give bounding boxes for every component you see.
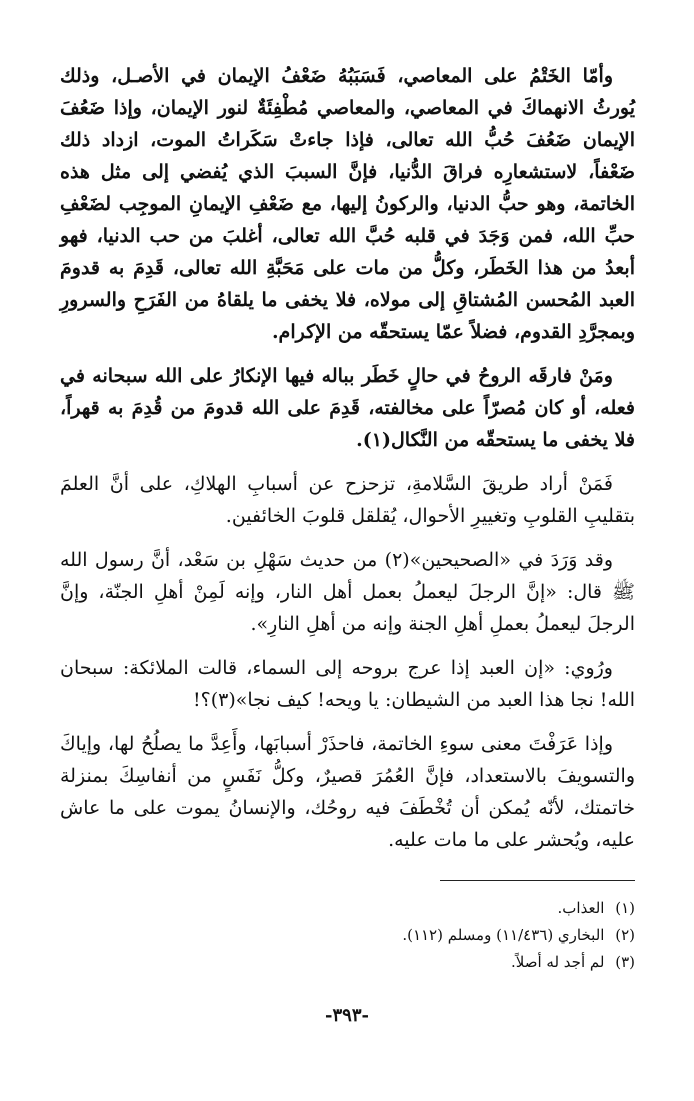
page-number: -٣٩٣-	[325, 1005, 369, 1026]
paragraph-angels-saying: ورُوي: «إن العبد إذا عرج بروحه إلى السماء، قالت الملائكة: سبحان الله! نجا هذا العبد من الشيطان: يا ويحه! كيف نجا»(٣)؟!	[60, 657, 635, 711]
paragraph-seal-of-sins: وأمّا الخَتْمُ على المعاصي، فَسَبَبُهُ ضَعْفُ الإيمان في الأصـل، وذلك يُورثُ الانهماكَ في المعاصي، والمعاصي مُطْفِئَةٌ لنور الإيمان، وإذا ضَعُفَ الإيمان ضَعُفَ حُبُّ الله تعالى، فإذا جاءتْ سَكَراتُ الموت، ازداد ذلك ضَعْفاً، لاستشعارِه فراقَ الدُّنيا، فإنَّ السببَ الذي يُفضي إلى مثل هذه الخاتمة، وهو حبُّ الدنيا، والركونُ إليها، مع ضَعْفِ الإيمانِ الموجِب لضَعْفِ حبِّ الله، فمن وَجَدَ في قلبه حُبَّ الله تعالى، أغلبَ من حب الدنيا، فهو أبعدُ من هذا الخَطَر، وكلُّ من مات على مَحَبَّةِ الله تعالى، قَدِمَ به قدومَ العبد المُحسن المُشتاقِ إلى مولاه، فلا يخفى ما يلقاهُ من الفَرَحِ والسرورِ وبمجرَّدِ القدوم، فضلاً عمّا يستحقّه من الإكرام.	[60, 65, 635, 343]
footnote-1	[60, 895, 635, 922]
paragraph-soul-departs: ومَنْ فارقَه الروحُ في حالٍ خَطَر بباله فيها الإنكارُ على الله سبحانه في فعله، أو كان مُصرّاً على مخالفته، قَدِمَ على الله قدومَ من قُدِمَ به قهراً، فلا يخفى ما يستحقّه من النَّكال(١).	[60, 365, 635, 451]
footnote-number: (٢)	[615, 926, 635, 944]
paragraph-path-of-safety: فَمَنْ أراد طريقَ السَّلامةِ، تزحزح عن أسبابِ الهلاكِ، على أنَّ العلمَ بتقليبِ القلوبِ وتغييرِ الأحوال، يُقلقل قلوبَ الخائفين.	[60, 473, 635, 527]
footnote-text: العذاب.	[557, 899, 605, 917]
footnote-2	[60, 922, 635, 949]
footnote-3	[60, 949, 635, 976]
footnote-text: البخاري (١١/٤٣٦) ومسلم (١١٢).	[402, 926, 605, 944]
paragraph-hadith-sahihain: وقد وَرَدَ في «الصحيحين»(٢) من حديث سَهْلِ بن سَعْد، أنَّ رسول الله ﷺ قال: «إنَّ الرجلَ ليعملُ بعمل أهل النار، وإنه لَمِنْ أهلِ الجنّة، وإنَّ الرجلَ ليعملُ بعملِ أهلِ الجنة وإنه من أهلِ النارِ».	[60, 549, 635, 635]
footnotes	[60, 895, 635, 976]
footnote-number: (٣)	[615, 953, 635, 971]
page-body	[60, 60, 635, 976]
paragraph-evil-ending: وإذا عَرَفْتَ معنى سوءِ الخاتمة، فاحذَرْ أسبابَها، وأَعِدَّ ما يصلُحُ لها، وإياكَ والتسويفَ بالاستعداد، فإنَّ العُمُرَ قصيرٌ، وكلُّ نَفَسٍ من أنفاسِكَ بمنزلة خاتمتك، لأنّه يُمكن أن تُخْطَفَ فيه روحُك، والإنسانُ يموت على ما عاش عليه، ويُحشر على ما مات عليه.	[60, 733, 635, 851]
footnote-text: لم أجد له أصلاً.	[511, 953, 605, 971]
footnote-number: (١)	[615, 899, 635, 917]
footnote-divider	[440, 880, 635, 881]
